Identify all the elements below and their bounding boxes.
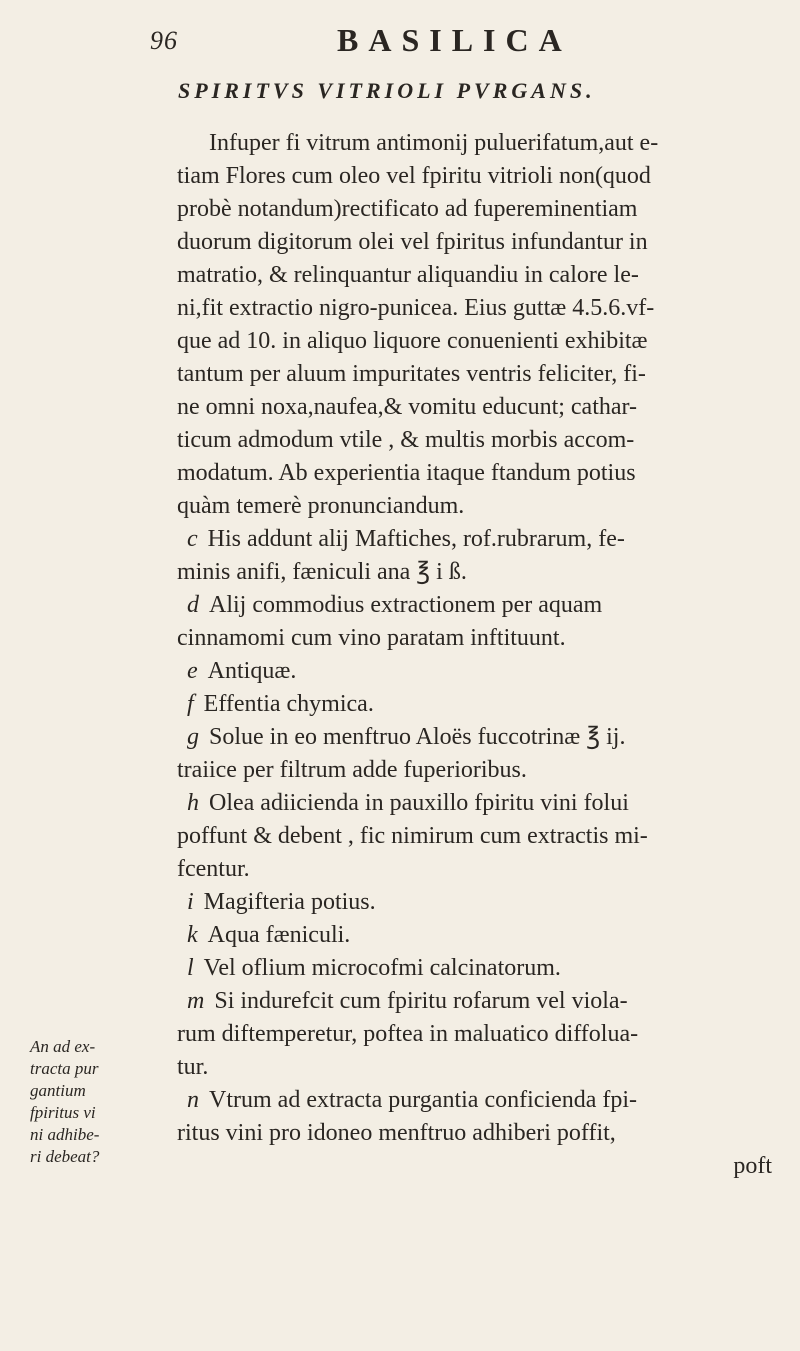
- text-line: [177, 226, 772, 259]
- line-text: Effentia chymica.: [203, 691, 374, 717]
- line-text: tantum per aluum impuritates ventris feliciter, fi-: [177, 361, 646, 387]
- note-marker: n: [187, 1087, 199, 1113]
- text-line: [177, 721, 772, 754]
- line-text: Magifteria potius.: [203, 889, 376, 915]
- text-line: [177, 754, 772, 787]
- line-text: traiice per filtrum adde fuperioribus.: [177, 757, 527, 783]
- note-marker: k: [187, 922, 198, 948]
- text-line: [177, 622, 772, 655]
- line-text: ticum admodum vtile , & multis morbis accom-: [177, 427, 635, 453]
- margin-note-line: fpiritus vi: [30, 1103, 96, 1122]
- text-line: [177, 259, 772, 292]
- text-line: [177, 325, 772, 358]
- running-title: BASILICA: [337, 22, 572, 58]
- margin-note-line: gantium: [30, 1081, 86, 1100]
- line-text: Aqua fæniculi.: [207, 922, 351, 948]
- line-text: minis anifi, fæniculi ana ℥ i ß.: [177, 559, 467, 585]
- note-marker: g: [187, 724, 199, 750]
- text-line: [177, 655, 772, 688]
- text-line: [177, 1018, 772, 1051]
- text-line: [177, 556, 772, 589]
- note-marker: e: [187, 658, 198, 684]
- note-marker: d: [187, 592, 199, 618]
- margin-note-line: tracta pur: [30, 1059, 99, 1078]
- text-line: [177, 688, 772, 721]
- line-text: probè notandum)rectificato ad fupereminentiam: [177, 196, 638, 222]
- line-text: modatum. Ab experientia itaque ftandum potius: [177, 460, 636, 486]
- text-line: [177, 820, 772, 853]
- line-text: ritus vini pro idoneo menftruo adhiberi poffit,: [177, 1120, 616, 1146]
- text-line: [177, 1051, 772, 1084]
- note-marker: h: [187, 790, 199, 816]
- text-line: [177, 589, 772, 622]
- line-text: que ad 10. in aliquo liquore conuenienti exhibitæ: [177, 328, 648, 354]
- body-text: [177, 127, 772, 1183]
- text-line: [177, 1084, 772, 1117]
- text-line: [177, 127, 772, 160]
- text-line: [177, 787, 772, 820]
- line-text: Vtrum ad extracta purgantia conficienda fpi-: [209, 1087, 638, 1113]
- line-text: Vel oflium microcofmi calcinatorum.: [203, 955, 561, 981]
- line-text: Si indurefcit cum fpiritu rofarum vel viola-: [214, 988, 628, 1014]
- line-text: fcentur.: [177, 856, 250, 882]
- margin-note-line: ri debeat?: [30, 1147, 100, 1166]
- margin-note: [30, 1035, 150, 1167]
- line-text: Antiquæ.: [207, 658, 297, 684]
- text-line: [177, 292, 772, 325]
- text-line: [177, 853, 772, 886]
- text-line: [177, 193, 772, 226]
- line-text: tur.: [177, 1054, 209, 1080]
- page-number: 96: [150, 26, 178, 55]
- line-text: tiam Flores cum oleo vel fpiritu vitrioli non(quod: [177, 163, 651, 189]
- line-text: cinnamomi cum vino paratam inftituunt.: [177, 625, 566, 651]
- line-text: quàm temerè pronunciandum.: [177, 493, 465, 519]
- text-line: [177, 985, 772, 1018]
- line-text: Alij commodius extractionem per aquam: [209, 592, 603, 618]
- note-marker: f: [187, 691, 194, 717]
- text-line: [177, 457, 772, 490]
- margin-note-line: An ad ex-: [30, 1037, 96, 1056]
- text-line: [177, 523, 772, 556]
- line-text: His addunt alij Maftiches, rof.rubrarum, fe-: [207, 526, 625, 552]
- line-text: poffunt & debent , fic nimirum cum extractis mi-: [177, 823, 648, 849]
- line-text: ne omni noxa,naufea,& vomitu educunt; cathar-: [177, 394, 638, 420]
- text-line: [177, 1117, 772, 1150]
- text-line: [177, 424, 772, 457]
- line-text: Solue in eo menftruo Aloës fuccotrinæ ℥ ij.: [209, 724, 626, 750]
- line-text: rum diftemperetur, poftea in maluatico diffolua-: [177, 1021, 639, 1047]
- text-line: [177, 160, 772, 193]
- page-header: [0, 22, 800, 62]
- note-marker: m: [187, 988, 205, 1014]
- text-line: [177, 391, 772, 424]
- line-text: duorum digitorum olei vel fpiritus infundantur in: [177, 229, 648, 255]
- line-text: poft: [733, 1153, 772, 1179]
- line-text: ni,fit extractio nigro-punicea. Eius guttæ 4.5.6.vf-: [177, 295, 655, 321]
- text-line: [177, 886, 772, 919]
- note-marker: i: [187, 889, 194, 915]
- line-text: Olea adiicienda in pauxillo fpiritu vini folui: [209, 790, 629, 816]
- line-text: matratio, & relinquantur aliquandiu in calore le-: [177, 262, 639, 288]
- text-line: [177, 952, 772, 985]
- line-text: Infuper fi vitrum antimonij puluerifatum,aut e-: [209, 130, 659, 156]
- section-subtitle: SPIRITVS VITRIOLI PVRGANS.: [178, 78, 596, 103]
- text-line: [177, 490, 772, 523]
- note-marker: l: [187, 955, 194, 981]
- text-line: [177, 358, 772, 391]
- note-marker: c: [187, 526, 198, 552]
- text-line: [177, 1150, 772, 1183]
- text-line: [177, 919, 772, 952]
- margin-note-line: ni adhibe-: [30, 1125, 100, 1144]
